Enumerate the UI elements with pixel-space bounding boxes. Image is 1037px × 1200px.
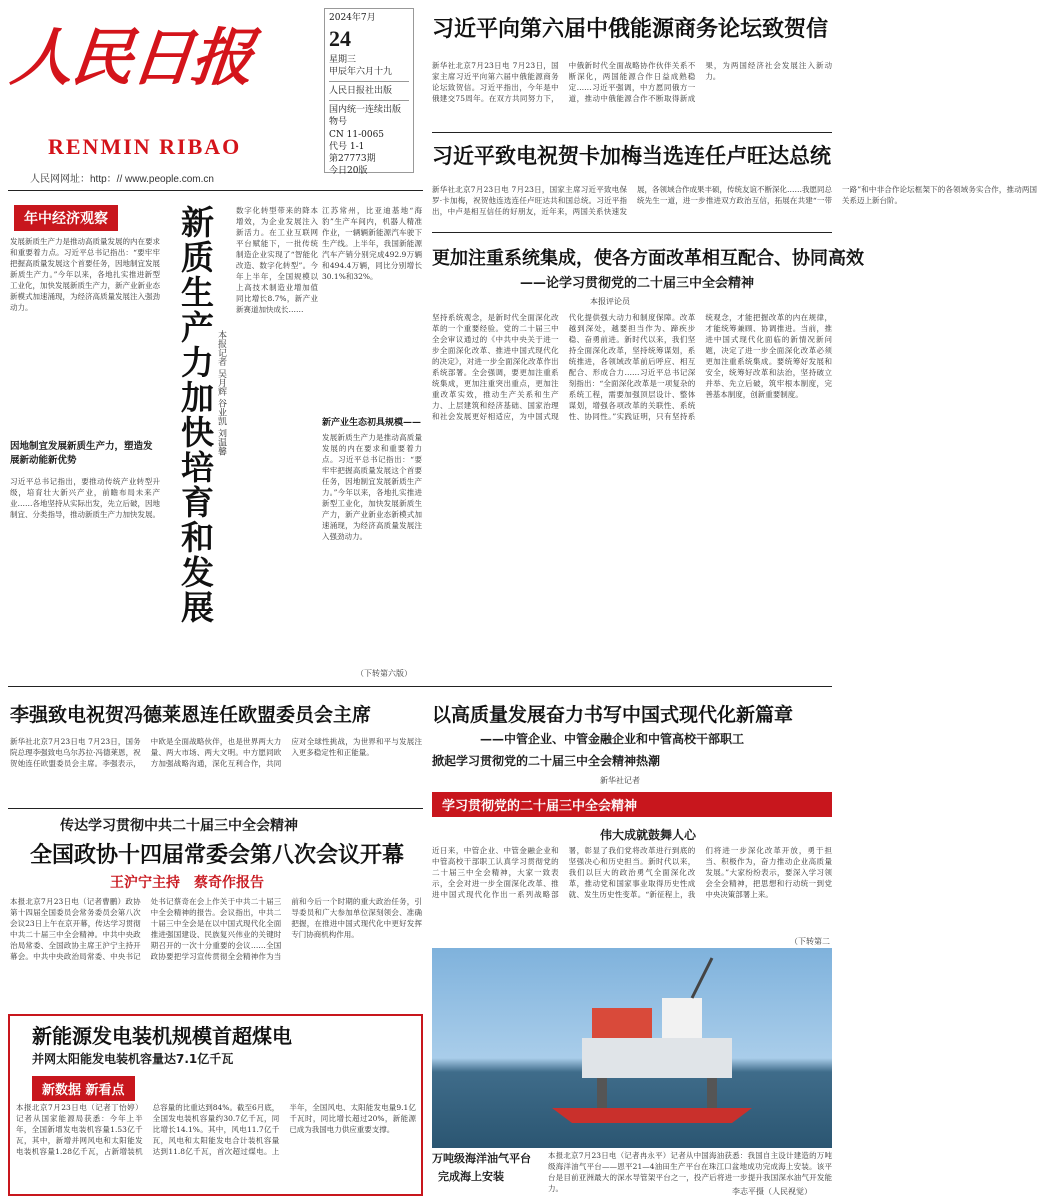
issn-label: 国内统一连续出版物号	[329, 105, 402, 128]
masthead	[8, 6, 308, 174]
issn-number: CN 11-0065	[329, 129, 385, 140]
econ-body-5: 发展新质生产力是推动高质量发展的内在要求和重要着力点。习近平总书记指出：“要牢牢把握高质量发展这个首要任务，因地制宜发展新质生产力。”今年以来，各地扎实推进新型工业化，加快发展新质生产力，新产业新业态新模式加速涌现，为经济高质量发展注入强劲动力。	[322, 433, 422, 541]
page-count: 今日20版	[329, 165, 368, 176]
econ-byline: 本报记者 吴月辉 谷业凯 刘温馨	[216, 330, 226, 456]
power-body: 本报北京7月23日电（记者丁怡婷）记者从国家能源局获悉：今年上半年，全国新增发电装机容量1.53亿千瓦，其中，新增并网风电和太阳能发电装机容量1.28亿千瓦，占新增装机总容量的比重达到84%。截至6月底，全国发电装机容量约30.7亿千瓦，同比增长14.1%。其中，风电11.7亿千瓦，风电和太阳能发电合计装机容量达到11.8亿千瓦，首次超过煤电。上半年，全国风电、太阳能发电量9.1亿千瓦时，同比增长超过20%，新能源已成为我国电力供应重要支撑。	[16, 1103, 416, 1156]
econ-body-3: 数字化转型带来的降本增效，为企业发展注入新活力。在工业互联网平台赋能下，一批传统制造企业实现了“智能化改造、数字化转型”。今年上半年，全国规模以上高技术制造业增加值同比增长8.7%，新产业新赛道加快成长……	[236, 206, 318, 314]
review-author: 本报评论员	[590, 297, 630, 306]
premier-body: 新华社北京7月23日电 7月23日，国务院总理李强致电乌尔苏拉·冯德莱恩，祝贺她连任欧盟委员会主席。李强表示，中欧是全面战略伙伴，也是世界两大力量、两大市场、两大文明。中方愿同欧方加强战略沟通，深化互利合作，共同应对全球性挑战，为世界和平与发展注入更多稳定性和正能量。	[10, 737, 422, 768]
soe-subtitle-1: ——中管企业、中管金融企业和中管高校干部职工	[480, 732, 745, 746]
cppcc-headline[interactable]: 全国政协十四届常委会第八次会议开幕	[30, 843, 405, 868]
cppcc-subtitle: 王沪宁主持 蔡奇作报告	[110, 875, 264, 891]
review-subtitle: ——论学习贯彻党的二十届三中全会精神	[520, 276, 755, 291]
postal-code: 代号 1-1	[329, 141, 365, 152]
masthead-logo: 人民日报	[7, 21, 256, 94]
oil-platform-illustration	[432, 948, 832, 1148]
study-subtitle: 伟大成就鼓舞人心	[600, 828, 697, 842]
review-headline[interactable]: 更加注重系统集成，使各方面改革相互配合、协同高效	[432, 248, 864, 269]
econ-subhead-2: 新产业生态初具规模——	[322, 418, 422, 428]
date-lunar: 甲辰年六月十九	[329, 66, 393, 77]
date-yearmonth: 2024年7月	[329, 13, 376, 23]
photo-caption-subtitle: 完成海上安装	[438, 1170, 504, 1183]
publisher: 人民日报社出版	[329, 86, 393, 97]
cppcc-kicker: 传达学习贯彻中共二十届三中全会精神	[60, 818, 298, 834]
econ-body-2: 习近平总书记指出，要推动传统产业转型升级，培育壮大新兴产业，前瞻布局未来产业……各地坚持从实际出发，先立后破，因地制宜、分类指导，推动新质生产力加快发展。	[10, 477, 160, 519]
oil-platform-photo[interactable]	[432, 948, 832, 1148]
date-weekday: 星期三	[329, 54, 357, 65]
study-continued[interactable]: （下转第二	[790, 937, 830, 946]
soe-subtitle-2: 掀起学习贯彻党的二十届三中全会精神热潮	[432, 754, 661, 768]
power-subtitle: 并网太阳能发电装机容量达7.1亿千瓦	[32, 1052, 234, 1066]
econ-continued[interactable]: （下转第六版）	[356, 669, 412, 678]
econ-label: 年中经济观察	[14, 205, 118, 231]
website-url[interactable]: 人民网网址：http：// www.people.com.cn	[30, 174, 214, 185]
power-tag: 新数据 新看点	[32, 1076, 135, 1101]
photo-credit: 李志平摄（人民视觉）	[732, 1187, 812, 1196]
masthead-logo-english: RENMIN RIBAO	[48, 134, 242, 159]
econ-body-4: 江苏常州，比亚迪基地“海豹”生产车间内，机器人精准作业，一辆辆新能源汽车驶下生产线。上半年，我国新能源汽车产销分别完成492.9万辆和494.4万辆，同比分别增长30.1%和32%。	[322, 206, 422, 281]
lead2-body: 新华社北京7月23日电 7月23日，国家主席习近平致电保罗·卡加梅，祝贺他连选连任卢旺达共和国总统。习近平指出，中卢是相互信任的好朋友，近年来，两国关系快速发展，各领域合作成果丰硕，传统友谊不断深化……我愿同总统先生一道，进一步推进双方政治互信，拓展在共建“一带一路”和中非合作论坛框架下的各领域务实合作，推动两国关系迈上新台阶。	[432, 185, 1037, 216]
premier-headline[interactable]: 李强致电祝贺冯德莱恩连任欧盟委员会主席	[10, 704, 372, 726]
date-block	[324, 8, 414, 176]
study-body: 近日来，中管企业、中管金融企业和中管高校干部职工认真学习贯彻党的二十届三中全会精神，大家一致表示，全会对进一步全面深化改革、推进中国式现代化作出一系列战略部署，彰显了我们党将改革进行到底的坚强决心和历史担当。新时代以来，我们以巨大的政治勇气全面深化改革，推动党和国家事业取得历史性成就、发生历史性变革。“新征程上，我们将进一步深化改革开放，勇于担当、积极作为，奋力推动企业高质量发展。”大家纷纷表示，要深入学习领会全会精神，把思想和行动统一到党中央决策部署上来。	[432, 846, 832, 899]
issue-number: 第27773期	[329, 153, 376, 164]
econ-subhead-1: 因地制宜发展新质生产力，塑造发展新动能新优势	[10, 441, 153, 466]
photo-caption-title: 万吨级海洋油气平台	[432, 1152, 531, 1165]
lead2-headline[interactable]: 习近平致电祝贺卡加梅当选连任卢旺达总统	[432, 144, 831, 168]
date-day: 24	[329, 26, 351, 52]
soe-author: 新华社记者	[600, 776, 640, 785]
lead1-headline[interactable]: 习近平向第六届中俄能源商务论坛致贺信	[432, 17, 829, 42]
econ-vertical-title[interactable]: 新质生产力加快培育和发展	[176, 205, 215, 625]
photo-caption-body: 本报北京7月23日电（记者冉永平）记者从中国海油获悉：我国自主设计建造的万吨级海洋油气平台——恩平21—4油田生产平台在珠江口盆地成功完成海上安装。该平台是目前亚洲最大的深水导管架平台之一，投产后将进一步提升我国深水油气开发能力。	[548, 1151, 832, 1193]
lead1-body: 新华社北京7月23日电 7月23日，国家主席习近平向第六届中俄能源商务论坛致贺信。习近平指出，今年是中俄建交75周年。在双方共同努力下，中俄新时代全面战略协作伙伴关系不断深化，两国能源合作日益成熟稳定……习近平强调，中方愿同俄方一道，推动中俄能源合作不断取得新成果，为两国经济社会发展注入新动力。	[432, 61, 832, 103]
study-label: 学习贯彻党的二十届三中全会精神	[432, 792, 832, 817]
econ-body-1: 发展新质生产力是推动高质量发展的内在要求和重要着力点。习近平总书记指出：“要牢牢把握高质量发展这个首要任务，因地制宜发展新质生产力。”今年以来，各地扎实推进新型工业化，加快发展新质生产力，新产业新业态新模式加速涌现，为经济高质量发展注入强劲动力。	[10, 237, 160, 312]
review-body: 坚持系统观念，是新时代全面深化改革的一个重要经验。党的二十届三中全会审议通过的《中共中央关于进一步全面深化改革、推进中国式现代化的决定》，对进一步全面深化改革作出系统部署。全会强调，要更加注重系统集成，更加注重突出重点，更加注重改革实效，推动生产关系和生产力、上层建筑和经济基础、国家治理和社会发展更好相适应，为中国式现代化提供强大动力和制度保障。改革越到深处，越要担当作为、蹄疾步稳、奋勇前进。新时代以来，我们坚持全面深化改革，坚持统筹谋划，系统推进，各领域改革前后呼应、相互配合、形成合力……习近平总书记深刻指出：“全面深化改革是一项复杂的系统工程，需要加强顶层设计、整体谋划，增强各项改革的关联性、系统性、协同性。”实践证明，只有坚持系统观念，才能把握改革的内在规律，才能统筹兼顾、协调推进。当前，推进中国式现代化面临的新情况新问题，决定了进一步全面深化改革必须更加注重系统集成。要统筹好发展和安全，统筹好改革和法治，坚持破立并举、先立后破，筑牢根本制度，完善基本制度，创新重要制度。	[432, 313, 832, 421]
cppcc-body: 本报北京7月23日电（记者曹鹏）政协第十四届全国委员会常务委员会第八次会议23日上午在京开幕，传达学习贯彻中共二十届三中全会精神。中共中央政治局常委、全国政协主席王沪宁主持开幕会。中共中央政治局常委、中央书记处书记蔡奇在会上作关于中共二十届三中全会精神的报告。会议指出，中共二十届三中全会是在以中国式现代化全面推进强国建设、民族复兴伟业的关键时期召开的一次十分重要的会议……全国政协要把学习宣传贯彻全会精神作为当前和今后一个时期的重大政治任务，引导委员和广大参加单位深刻领会、准确把握，在推进中国式现代化中更好发挥专门协商机构作用。	[10, 897, 422, 961]
power-headline[interactable]: 新能源发电装机规模首超煤电	[32, 1024, 292, 1048]
soe-headline[interactable]: 以高质量发展奋力书写中国式现代化新篇章	[432, 704, 794, 726]
